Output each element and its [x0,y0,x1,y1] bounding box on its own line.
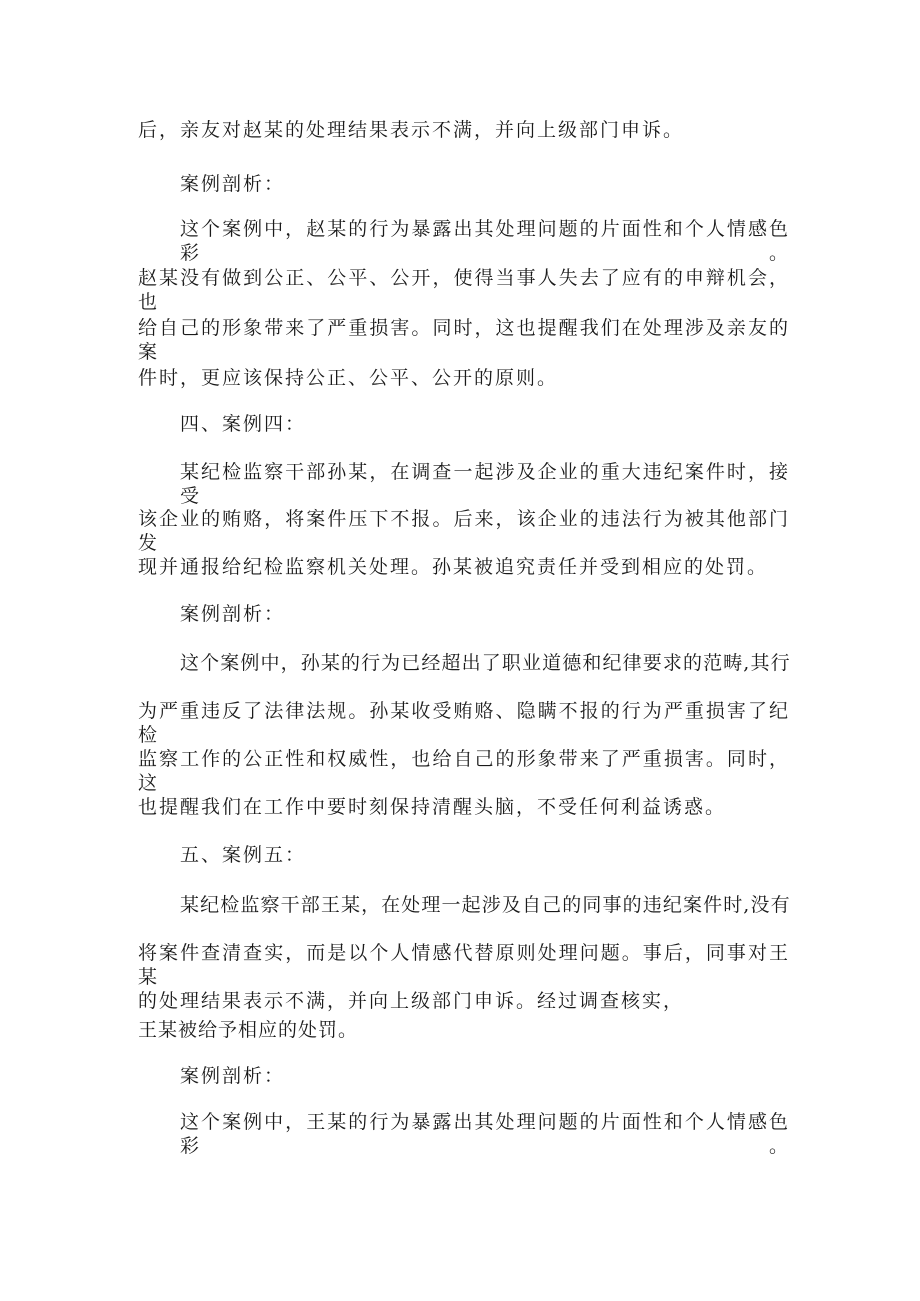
paragraph-line: 件时，更应该保持公正、公平、公开的原则。 [138,367,559,389]
paragraph-line: 为严重违反了法律法规。孙某收受贿赂、隐瞒不报的行为严重损害了纪检 [138,700,790,746]
paragraph-line: 监察工作的公正性和权威性，也给自己的形象带来了严重损害。同时，这 [138,748,790,794]
paragraph-line: 某纪检监察干部王某，在处理一起涉及自己的同事的违纪案件时,没有 [180,894,790,916]
paragraph-line: 现并通报给纪检监察机关处理。孙某被追究责任并受到相应的处罚。 [138,556,769,578]
section-heading: 案例剖析： [180,603,286,625]
paragraph-line: 也提醒我们在工作中要时刻保持清醒头脑，不受任何利益诱惑。 [138,796,727,818]
paragraph-line: 该企业的贿赂，将案件压下不报。后来，该企业的违法行为被其他部门发 [138,508,790,554]
paragraph-line: 给自己的形象带来了严重损害。同时，这也提醒我们在处理涉及亲友的案 [138,317,790,363]
paragraph-line: 的处理结果表示不满，并向上级部门申诉。经过调查核实， [138,990,685,1012]
paragraph-line: 将案件查清查实，而是以个人情感代替原则处理问题。事后，同事对王某 [138,942,790,988]
paragraph-line: 赵某没有做到公正、公平、公开，使得当事人失去了应有的申辩机会，也 [138,267,790,313]
section-heading: 案例剖析： [180,173,286,195]
paragraph-line: 这个案例中，赵某的行为暴露出其处理问题的片面性和个人情感色彩。 [180,218,790,264]
paragraph-line: 这个案例中，王某的行为暴露出其处理问题的片面性和个人情感色彩。 [180,1111,790,1157]
section-heading: 案例剖析： [180,1065,286,1087]
section-heading: 四、案例四： [180,413,307,435]
paragraph-line: 王某被给予相应的处罚。 [138,1019,359,1041]
paragraph-line: 这个案例中，孙某的行为已经超出了职业道德和纪律要求的范畴,其行 [180,652,790,674]
paragraph-line: 后，亲友对赵某的处理结果表示不满，并向上级部门申诉。 [138,119,685,141]
paragraph-line: 某纪检监察干部孙某，在调查一起涉及企业的重大违纪案件时，接受 [180,461,790,507]
section-heading: 五、案例五： [180,844,307,866]
